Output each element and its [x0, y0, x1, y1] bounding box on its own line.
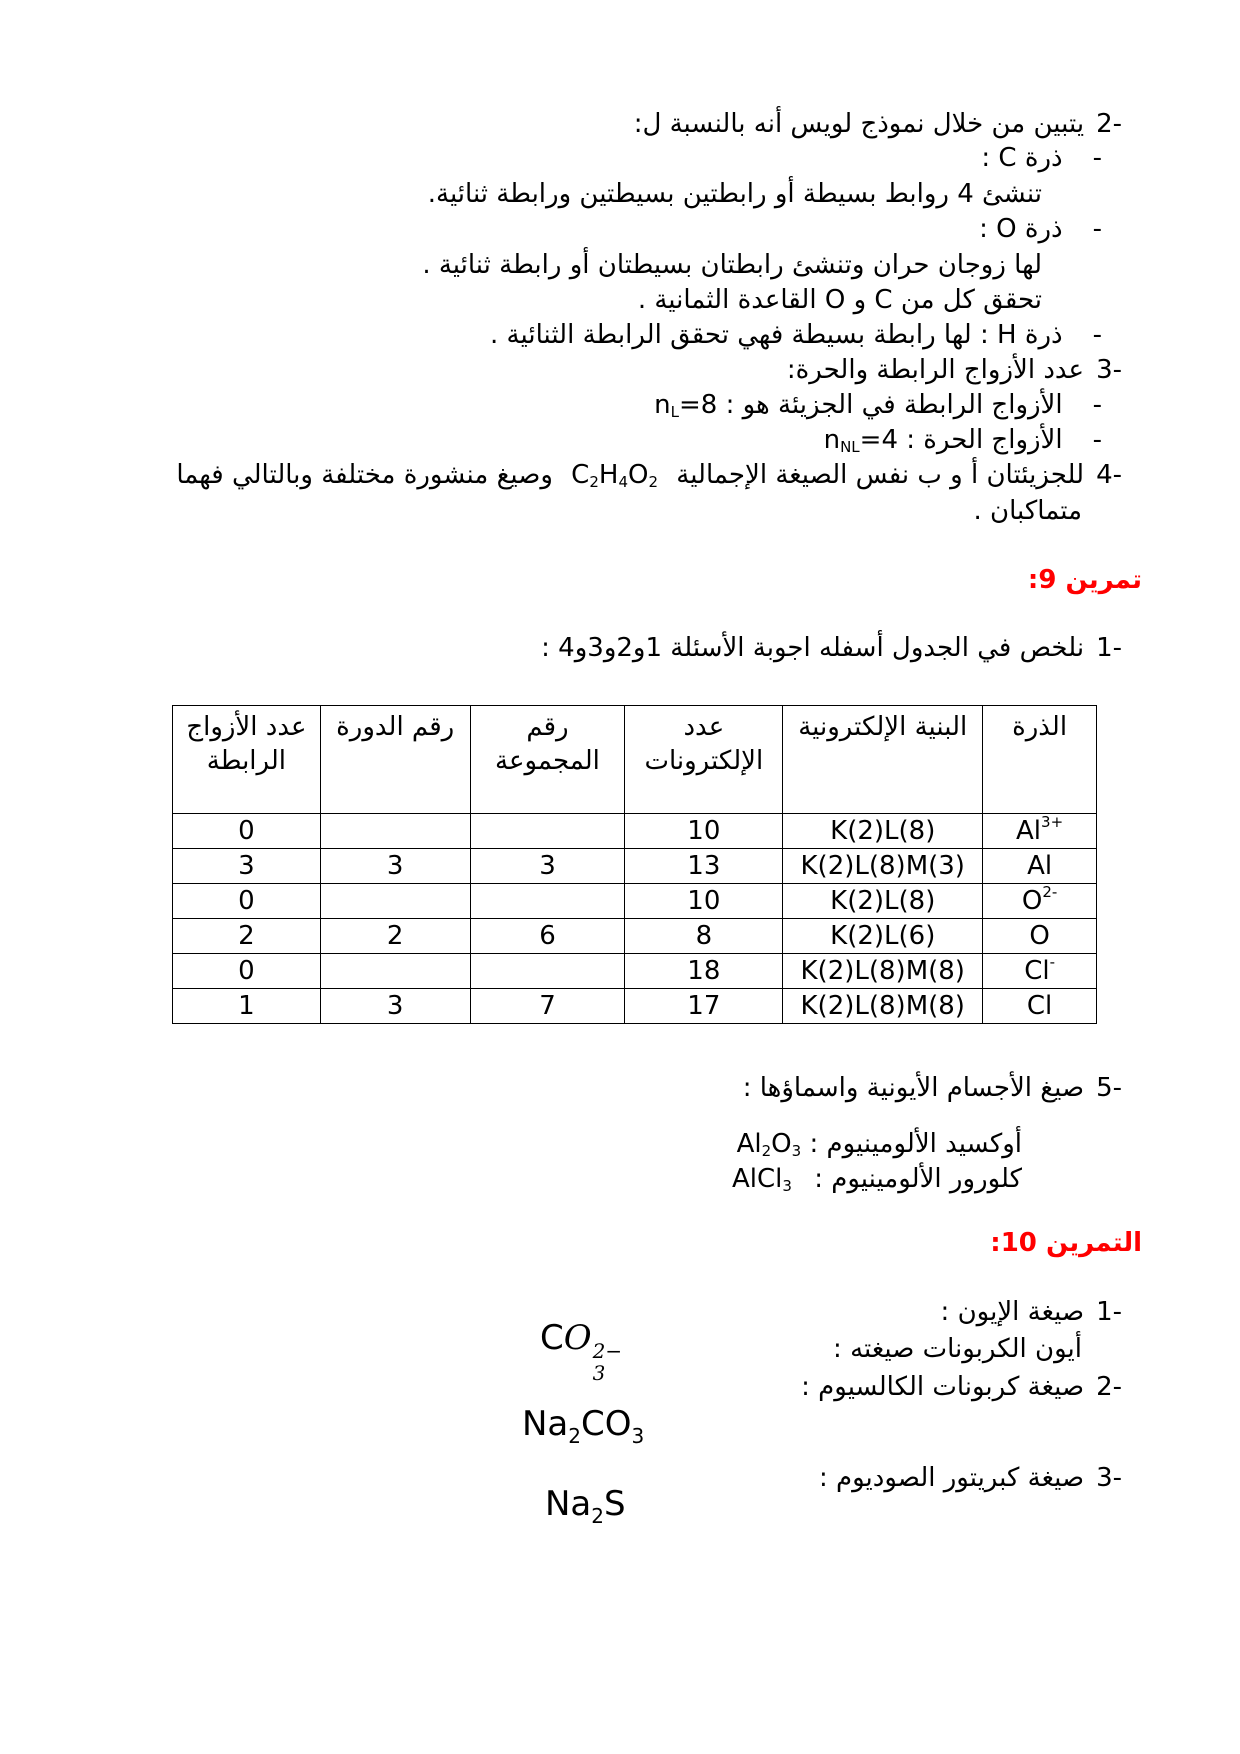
electrons-cell: 8 [625, 919, 783, 954]
atom-symbol: Cl [1024, 956, 1050, 986]
q2-o-text: لها زوجان حران وتنشئ رابطتان بسيطتان أو رابطة ثنائية . [422, 250, 1042, 280]
header-cell: رقم الدورة [320, 706, 470, 814]
molecular-formula: $C_2H_4O_2$ [571, 460, 658, 491]
period-cell [320, 954, 470, 989]
atom-symbol: O [1021, 886, 1043, 916]
ex10-q2: -2صيغة كربونات الكالسيوم : [801, 1372, 1122, 1402]
group-cell [470, 814, 625, 849]
electron-table [172, 705, 1097, 1024]
chloride-formula: AlCl$_3$ [732, 1164, 792, 1195]
q2-h-text: -ذرة H : لها رابطة بسيطة فهي تحقق الرابطة الثنائية . [490, 320, 1102, 350]
oxide-formula: $Al_2O_3$ [736, 1129, 802, 1160]
structure-cell: K(2)L(8)M(8) [783, 954, 983, 989]
table-row [173, 989, 1097, 1024]
structure-cell: K(2)L(8) [783, 884, 983, 919]
ex9-q1: -1نلخص في الجدول أسفله اجوبة الأسئلة 1و2و3و4 : [541, 633, 1122, 663]
q4-text: -4للجزيئتان أ و ب نفس الصيغة الإجمالية $C_2H_4O_2$ وصيغ منشورة مختلفة وبالتالي فهما [176, 457, 1122, 493]
group-cell: 7 [470, 989, 625, 1024]
sodium-carbonate-formula: $Na_2CO_3$ [522, 1404, 645, 1448]
structure-cell: K(2)L(8)M(3) [783, 849, 983, 884]
header-cell: الذرة [983, 706, 1097, 814]
electrons-cell: 13 [625, 849, 783, 884]
q2-o-label: -ذرة O : [979, 214, 1102, 244]
ex9-q5: -5صيغ الأجسام الأيونية واسماؤها : [742, 1073, 1122, 1103]
free-formula: $n_{NL}=4$ [823, 425, 898, 456]
ion-charge: 3+ [1041, 813, 1064, 831]
q2-c-label: -ذرة C : [981, 143, 1102, 173]
atom-symbol: Al [1027, 851, 1053, 881]
q2-title: -2يتبين من خلال نموذج لويس أنه بالنسبة ل: [633, 109, 1122, 139]
period-cell [320, 814, 470, 849]
structure-cell: K(2)L(8)M(8) [783, 989, 983, 1024]
table-row [173, 884, 1097, 919]
oxide-line: أوكسيد الألومينيوم : $Al_2O_3$ [737, 1126, 1022, 1162]
electrons-cell: 10 [625, 884, 783, 919]
table-row [173, 954, 1097, 989]
group-cell: 3 [470, 849, 625, 884]
table-body [173, 814, 1097, 1024]
structure-cell: K(2)L(8) [783, 814, 983, 849]
pairs-cell: 0 [173, 814, 321, 849]
electrons-cell: 18 [625, 954, 783, 989]
header-cell: عدد الإلكترونات [625, 706, 783, 814]
pairs-cell: 1 [173, 989, 321, 1024]
header-cell: رقم المجموعة [470, 706, 625, 814]
period-cell: 2 [320, 919, 470, 954]
pairs-cell: 0 [173, 954, 321, 989]
table-row [173, 849, 1097, 884]
ex10-q3: -3صيغة كبريتور الصوديوم : [818, 1463, 1122, 1493]
table-header-row [173, 706, 1097, 814]
chloride-line: كلورور الألومينيوم : AlCl$_3$ [732, 1161, 1022, 1197]
q3-free: -الأزواج الحرة : $n_{NL}=4$ [824, 422, 1102, 458]
ex10-carbonate-text: أيون الكربونات صيغته : [833, 1334, 1082, 1364]
atom-cell [983, 989, 1097, 1024]
period-cell: 3 [320, 849, 470, 884]
atom-symbol: O [1029, 921, 1050, 951]
q4-text-line2: متماكبان . [973, 496, 1082, 526]
header-cell: عدد الأزواج الرابطة [173, 706, 321, 814]
ex10-q1: -1صيغة الإيون : [940, 1297, 1122, 1327]
pairs-cell: 2 [173, 919, 321, 954]
q2-c-text: تنشئ 4 روابط بسيطة أو رابطتين بسيطتين ورابطة ثنائية. [427, 179, 1042, 209]
carbonate-ion-formula: CO 2− 3 [540, 1318, 623, 1385]
atom-symbol: Al [1016, 816, 1042, 846]
period-cell: 3 [320, 989, 470, 1024]
atom-cell [983, 919, 1097, 954]
group-cell [470, 954, 625, 989]
ex9-heading: تمرين 9: [1027, 565, 1142, 595]
q2-octet-text: تحقق كل من C و O القاعدة الثمانية . [637, 285, 1042, 315]
period-cell [320, 884, 470, 919]
table-row [173, 919, 1097, 954]
ion-charge: - [1049, 953, 1055, 971]
pairs-cell: 0 [173, 884, 321, 919]
atom-cell [983, 954, 1097, 989]
group-cell: 6 [470, 919, 625, 954]
q3-bonding: -الأزواج الرابطة في الجزيئة هو : $n_L=8$ [654, 387, 1102, 423]
bonding-formula: $n_L=8$ [654, 390, 718, 421]
ex10-heading: التمرين 10: [990, 1228, 1142, 1258]
q3-title: -3عدد الأزواج الرابطة والحرة: [786, 355, 1122, 385]
ion-charge: 2- [1042, 883, 1058, 901]
sodium-sulfide-formula: $Na_2S$ [545, 1484, 626, 1528]
atom-cell [983, 814, 1097, 849]
atom-cell [983, 884, 1097, 919]
pairs-cell: 3 [173, 849, 321, 884]
table-row [173, 814, 1097, 849]
electrons-cell: 10 [625, 814, 783, 849]
atom-cell [983, 849, 1097, 884]
electrons-cell: 17 [625, 989, 783, 1024]
structure-cell: K(2)L(6) [783, 919, 983, 954]
group-cell [470, 884, 625, 919]
header-cell: البنية الإلكترونية [783, 706, 983, 814]
atom-symbol: Cl [1026, 991, 1053, 1021]
